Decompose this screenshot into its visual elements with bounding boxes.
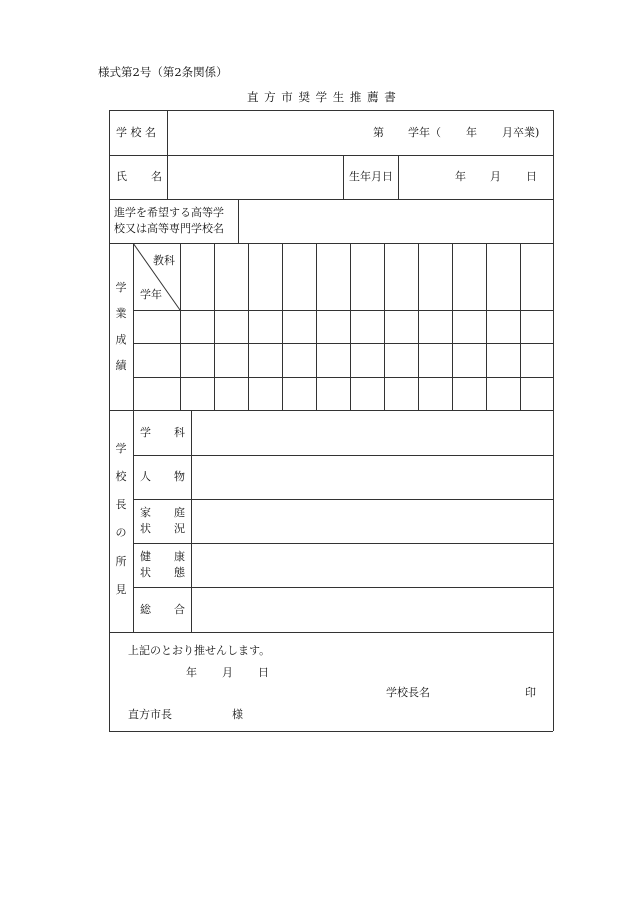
opinion-label: 康 — [174, 550, 185, 563]
opinion-side-char: 学 — [115, 442, 127, 455]
date-month: 月 — [222, 666, 233, 679]
opinion-side-char: 長 — [115, 498, 127, 511]
opinion-label: 状 — [140, 566, 151, 579]
page-title: 直 方 市 奨 学 生 推 薦 書 — [247, 90, 397, 104]
opinion-label: 態 — [174, 566, 185, 579]
opinion-label: 科 — [174, 426, 185, 439]
opinion-label: 庭 — [174, 506, 185, 519]
highschool-label-line1: 進学を希望する高等学 — [114, 206, 224, 219]
name-field[interactable] — [168, 156, 343, 199]
birthdate-label: 生年月日 — [349, 170, 393, 183]
school-name-label: 学 校 名 — [116, 126, 156, 139]
subject-header: 教科 — [153, 254, 175, 267]
grades-side-char: 学 — [115, 281, 127, 294]
opinion-label: 家 — [140, 506, 151, 519]
opinion-label: 総 — [140, 603, 151, 616]
grades-side-char: 成 — [115, 333, 127, 346]
opinion-label: 物 — [174, 470, 185, 483]
birth-month: 月 — [490, 170, 501, 183]
school-name-field[interactable] — [168, 111, 553, 155]
grad-month: 月卒業) — [502, 126, 540, 139]
form-number: 様式第2号（第2条関係） — [98, 65, 228, 79]
opinion-side-char: 校 — [115, 470, 127, 483]
name-label-a: 氏 — [116, 170, 127, 183]
opinion-label: 人 — [140, 470, 151, 483]
mayor-label: 直方市長 — [128, 708, 172, 721]
opinion-label: 学 — [140, 426, 151, 439]
grades-side-char: 業 — [115, 307, 127, 320]
opinion-side-char: の — [115, 526, 127, 539]
grad-year: 年 — [466, 126, 477, 139]
year-header: 学年 — [140, 288, 162, 301]
grade-nen: 学年（ — [408, 126, 441, 139]
honorific: 様 — [232, 708, 243, 721]
opinion-label: 況 — [174, 522, 185, 535]
opinion-label: 健 — [140, 550, 151, 563]
birth-day: 日 — [526, 170, 537, 183]
opinion-side-char: 見 — [115, 583, 127, 596]
opinion-side-char: 所 — [115, 555, 127, 568]
seal-mark: 印 — [525, 686, 536, 699]
principal-name-label: 学校長名 — [386, 686, 430, 699]
date-day: 日 — [258, 666, 269, 679]
opinion-label: 状 — [140, 522, 151, 535]
grades-side-char: 績 — [115, 359, 127, 372]
grade-dai: 第 — [373, 126, 384, 139]
opinion-label: 合 — [174, 603, 185, 616]
date-year: 年 — [186, 666, 197, 679]
birth-year: 年 — [455, 170, 466, 183]
recommend-statement: 上記のとおり推せんします。 — [128, 644, 271, 657]
name-label-b: 名 — [151, 170, 162, 183]
highschool-field[interactable] — [239, 200, 553, 243]
highschool-label-line2: 校又は高等専門学校名 — [114, 222, 224, 235]
